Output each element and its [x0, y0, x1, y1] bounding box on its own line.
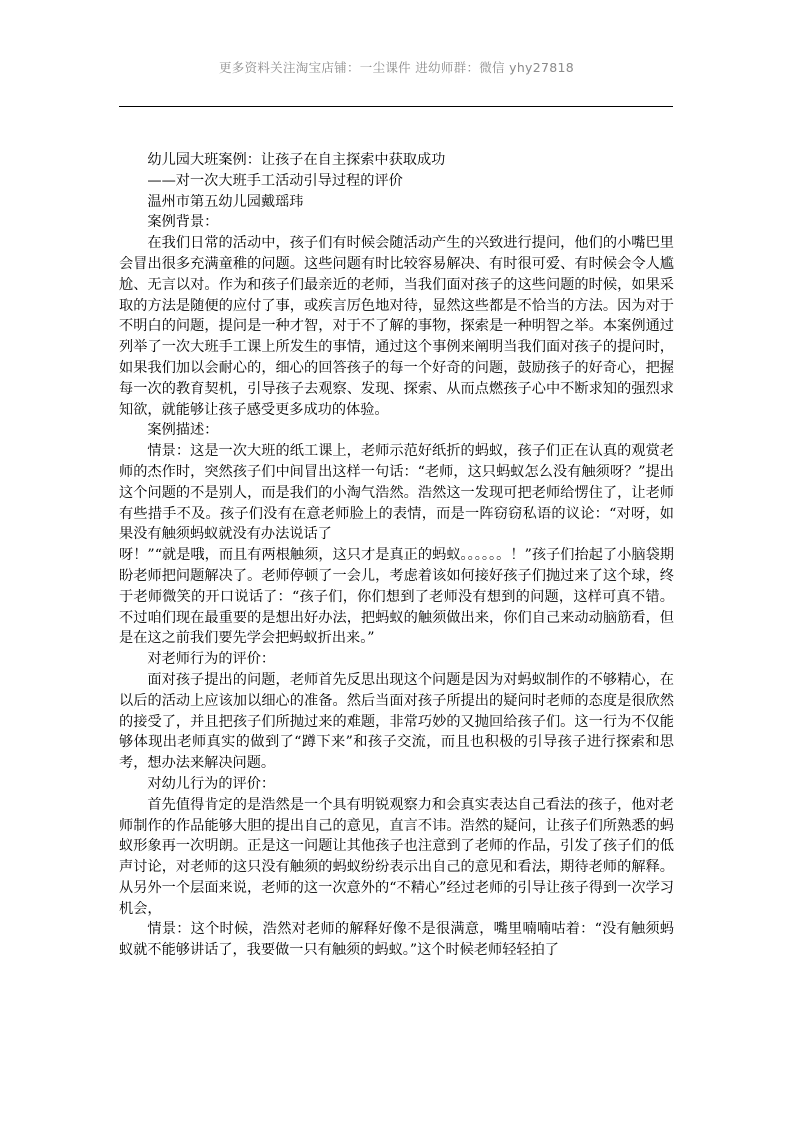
- paragraph-scene-1: 情景：这是一次大班的纸工课上，老师示范好纸折的蚂蚁，孩子们正在认真的观赏老师的杰作时，突然孩子们中间冒出这样一句话：“老师，这只蚂蚁怎么没有触须呀？”提出这个问题的不是别人，而是我们的小淘气浩然。浩然这一发现可把老师给愣住了，让老师有些措手不及。孩子们没有在意老师脸上的表情，而是一阵窃窃私语的议论：“对呀，如果没有触须蚂蚁就没有办法说话了: [119, 443, 674, 543]
- section-heading-description: 案例描述：: [147, 422, 219, 439]
- doc-subtitle: ——对一次大班手工活动引导过程的评价: [147, 172, 403, 189]
- doc-author: 温州市第五幼儿园戴瑶玮: [147, 193, 304, 210]
- section-heading-background: 案例背景：: [147, 214, 219, 231]
- section-heading-teacher-evaluation: 对老师行为的评价：: [147, 651, 276, 668]
- paragraph-scene-2: 情景：这个时候，浩然对老师的解释好像不是很满意，嘴里喃喃咕着：“没有触须蚂蚁就不能够讲话了，我要做一只有触须的蚂蚁。”这个时候老师轻轻拍了: [119, 921, 674, 959]
- paragraph-child-evaluation: 首先值得肯定的是浩然是一个具有明锐观察力和会真实表达自己看法的孩子，他对老师制作的作品能够大胆的提出自己的意见，直言不讳。浩然的疑问，让孩子们所熟悉的蚂蚁形象再一次明朗。正是这一问题让其他孩子也注意到了老师的作品，引发了孩子们的低声讨论，对老师的这只没有触须的蚂蚁纷纷表示出自己的意见和看法，期待老师的解释。从另外一个层面来说，老师的这一次意外的“不精心”经过老师的引导让孩子得到一次学习机会，: [119, 796, 674, 917]
- document-body: [119, 150, 674, 961]
- section-heading-child-evaluation: 对幼儿行为的评价：: [147, 775, 276, 792]
- paragraph-teacher-evaluation: 面对孩子提出的问题，老师首先反思出现这个问题是因为对蚂蚁制作的不够精心，在以后的活动上应该加以细心的准备。然后当面对孩子所提出的疑问时老师的态度是很欣然的接受了，并且把孩子们所抛过来的难题，非常巧妙的又抛回给孩子们。这一行为不仅能够体现出老师真实的做到了“蹲下来”和孩子交流，而且也积极的引导孩子进行探索和思考，想办法来解决问题。: [119, 671, 674, 772]
- doc-title: 幼儿园大班案例：让孩子在自主探索中获取成功: [147, 152, 446, 168]
- page-header: 更多资料关注淘宝店铺：一尘课件 进幼师群：微信 yhy27818: [218, 60, 575, 75]
- paragraph-scene-1-continued: 呀！”“就是哦，而且有两根触须，这只才是真正的蚂蚁。。。。。。！”孩子们抬起了小脑袋期盼老师把问题解决了。老师停顿了一会儿，考虑着该如何接好孩子们抛过来了这个球，终于老师微笑的开口说话了：“孩子们，你们想到了老师没有想到的问题，这样可真不错。不过咱们现在最重要的是想出好办法，把蚂蚁的触须做出来，你们自己来动动脑筋看，但是在这之前我们要先学会把蚂蚁折出来。”: [119, 547, 674, 647]
- paragraph-background: 在我们日常的活动中，孩子们有时候会随活动产生的兴致进行提问，他们的小嘴巴里会冒出很多充满童稚的问题。这些问题有时比较容易解决、有时很可爱、有时候会令人尴尬、无言以对。作为和孩子们最亲近的老师，当我们面对孩子的这些问题的时候，如果采取的方法是随便的应付了事，或疾言厉色地对待，显然这些都是不恰当的方法。因为对于不明白的问题，提问是一种才智，对于不了解的事物，探索是一种明智之举。本案例通过列举了一次大班手工课上所发生的事情，通过这个事例来阐明当我们面对孩子的提问时，如果我们加以会耐心的，细心的回答孩子的每一个好奇的问题，鼓励孩子的好奇心，把握每一次的教育契机，引导孩子去观察、发现、探索、从而点燃孩子心中不断求知的强烈求知欲，就能够让孩子感受更多成功的体验。: [119, 235, 674, 418]
- header-rule: [119, 106, 673, 107]
